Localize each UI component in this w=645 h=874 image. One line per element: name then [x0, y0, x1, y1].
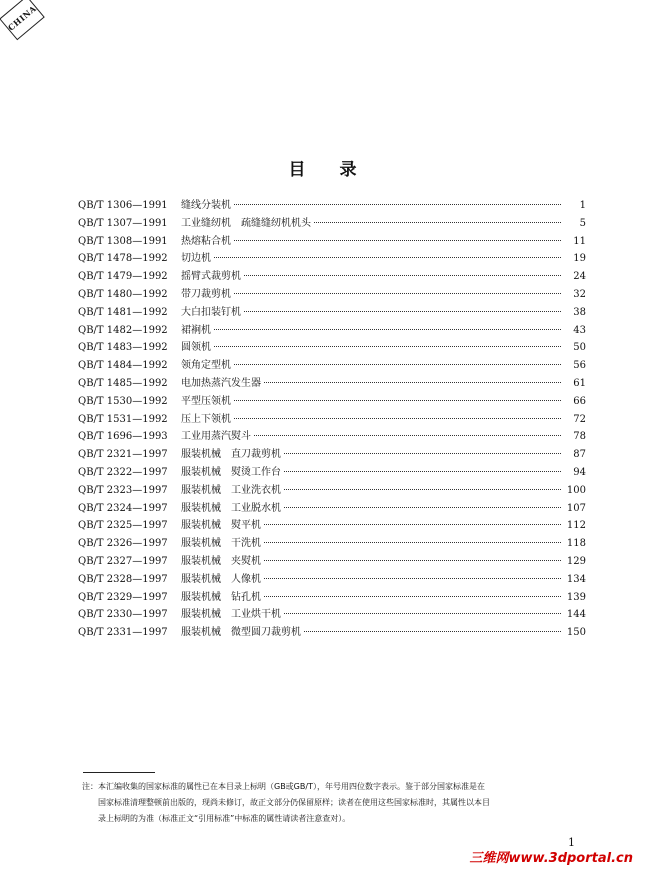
toc-entry — [78, 427, 586, 445]
toc-page-number: 134 — [566, 573, 586, 585]
toc-page-number: 78 — [573, 431, 586, 443]
page-number: 1 — [568, 836, 575, 849]
toc-title: 缝线分装机 — [181, 200, 231, 211]
toc-page-number: 1 — [579, 200, 586, 211]
toc-leader-dots — [244, 275, 561, 276]
toc-page-number: 144 — [566, 609, 586, 621]
toc-title: 切边机 — [181, 253, 211, 265]
toc-title: 工业缝纫机 疏缝缝纫机机头 — [181, 217, 311, 229]
toc-entry — [78, 249, 586, 267]
toc-entry — [78, 481, 586, 499]
toc-standard-code: QB/T 1479—1992 — [78, 271, 168, 283]
toc-page-number: 32 — [573, 288, 586, 300]
toc-entry — [78, 570, 586, 588]
toc-leader-dots — [264, 560, 561, 561]
toc-standard-code: QB/T 2325—1997 — [78, 520, 168, 532]
toc-leader-dots — [254, 435, 561, 436]
toc-title: 热熔粘合机 — [181, 235, 231, 247]
toc-leader-dots — [234, 204, 561, 205]
toc-standard-code: QB/T 2330—1997 — [78, 609, 168, 621]
toc-title: 服装机械 人像机 — [181, 573, 261, 585]
footnote — [82, 779, 590, 827]
toc-standard-code: QB/T 1306—1991 — [78, 200, 168, 211]
footnote-rule — [83, 772, 155, 773]
toc-page-number: 150 — [566, 627, 586, 639]
toc-page-number: 107 — [566, 502, 586, 514]
toc-page-number: 19 — [573, 253, 586, 265]
toc-leader-dots — [214, 257, 561, 258]
toc-standard-code: QB/T 1483—1992 — [78, 342, 168, 354]
toc-leader-dots — [314, 222, 561, 223]
toc-title: 大白扣装钉机 — [181, 306, 241, 318]
toc-leader-dots — [234, 418, 561, 419]
toc-leader-dots — [214, 329, 561, 330]
toc-title: 圆领机 — [181, 342, 211, 354]
toc-page-number: 5 — [579, 217, 586, 229]
toc-title: 服装机械 工业烘干机 — [181, 609, 281, 621]
toc-entry — [78, 623, 586, 641]
toc-leader-dots — [234, 293, 561, 294]
toc-entry — [78, 516, 586, 534]
toc-page-number: 43 — [573, 324, 586, 336]
toc-title: 服装机械 熨烫工作台 — [181, 466, 281, 478]
toc-entry — [78, 232, 586, 250]
china-stamp: CHINA — [0, 0, 45, 40]
toc-leader-dots — [304, 631, 561, 632]
toc-standard-code: QB/T 1480—1992 — [78, 288, 168, 300]
toc-page-number: 66 — [573, 395, 586, 407]
toc-entry — [78, 552, 586, 570]
toc-standard-code: QB/T 2322—1997 — [78, 466, 168, 478]
toc-title: 带刀裁剪机 — [181, 288, 231, 300]
toc-standard-code: QB/T 2321—1997 — [78, 449, 168, 461]
toc-entry — [78, 285, 586, 303]
toc-standard-code: QB/T 2329—1997 — [78, 591, 168, 603]
toc-title: 工业用蒸汽熨斗 — [181, 431, 251, 443]
toc-entry — [78, 410, 586, 428]
footnote-line: 本汇编收集的国家标准的属性已在本目录上标明（GB或GB/T），年号用四位数字表示。鉴于部分国家标准是在 — [98, 782, 485, 791]
toc-standard-code: QB/T 1307—1991 — [78, 217, 168, 229]
toc-entry — [78, 356, 586, 374]
toc-standard-code: QB/T 1482—1992 — [78, 324, 168, 336]
toc-entry — [78, 445, 586, 463]
toc-standard-code: QB/T 2326—1997 — [78, 538, 168, 550]
page-title: 目 录 — [288, 160, 357, 180]
toc-standard-code: QB/T 1481—1992 — [78, 306, 168, 318]
footnote-label: 注： — [82, 782, 98, 791]
toc-title: 摇臂式裁剪机 — [181, 271, 241, 283]
toc-title: 服装机械 干洗机 — [181, 538, 261, 550]
toc-page-number: 112 — [566, 520, 586, 532]
toc-title: 服装机械 夹熨机 — [181, 555, 261, 567]
toc-page-number: 118 — [566, 538, 586, 550]
toc-entry — [78, 463, 586, 481]
toc-title: 服装机械 直刀裁剪机 — [181, 449, 281, 461]
toc-title: 电加热蒸汽发生器 — [181, 377, 261, 389]
toc-leader-dots — [234, 400, 561, 401]
toc-page-number: 72 — [573, 413, 586, 425]
toc-entry — [78, 196, 586, 214]
toc-leader-dots — [234, 240, 561, 241]
toc-leader-dots — [234, 364, 561, 365]
watermark: 三维网www.3dportal.cn — [469, 851, 633, 866]
toc-leader-dots — [284, 471, 561, 472]
toc-page-number: 56 — [573, 360, 586, 372]
toc-standard-code: QB/T 1484—1992 — [78, 360, 168, 372]
toc-standard-code: QB/T 1308—1991 — [78, 235, 168, 247]
toc-standard-code: QB/T 2328—1997 — [78, 573, 168, 585]
toc-leader-dots — [264, 578, 561, 579]
toc-page-number: 139 — [566, 591, 586, 603]
toc-title: 裙裥机 — [181, 324, 211, 336]
footnote-line: 国家标准清理整顿前出版的，现尚未修订，故正文部分仍保留原样；读者在使用这些国家标准时，其属性以本目 — [98, 798, 490, 807]
toc-title: 服装机械 微型圆刀裁剪机 — [181, 627, 301, 639]
toc-standard-code: QB/T 2331—1997 — [78, 627, 168, 639]
toc-entry — [78, 338, 586, 356]
toc-page-number: 11 — [573, 235, 586, 247]
toc-standard-code: QB/T 2327—1997 — [78, 555, 168, 567]
toc-title: 服装机械 熨平机 — [181, 520, 261, 532]
toc-standard-code: QB/T 1696—1993 — [78, 431, 168, 443]
toc-leader-dots — [264, 542, 561, 543]
toc-entry — [78, 392, 586, 410]
toc-title: 服装机械 工业脱水机 — [181, 502, 281, 514]
toc-title: 压上下领机 — [181, 413, 231, 425]
toc-entry — [78, 534, 586, 552]
toc-standard-code: QB/T 1478—1992 — [78, 253, 168, 265]
toc-leader-dots — [284, 489, 561, 490]
toc-page-number: 129 — [566, 555, 586, 567]
toc-title: 平型压领机 — [181, 395, 231, 407]
toc-page-number: 61 — [573, 377, 586, 389]
toc-leader-dots — [264, 382, 561, 383]
toc-standard-code: QB/T 2324—1997 — [78, 502, 168, 514]
toc-title: 领角定型机 — [181, 360, 231, 372]
toc-leader-dots — [284, 453, 561, 454]
toc-entry — [78, 321, 586, 339]
toc-leader-dots — [214, 346, 561, 347]
toc-leader-dots — [264, 524, 561, 525]
toc-page-number: 24 — [573, 271, 586, 283]
toc-entry — [78, 374, 586, 392]
toc-standard-code: QB/T 1485—1992 — [78, 377, 168, 389]
toc-standard-code: QB/T 2323—1997 — [78, 484, 168, 496]
toc-entry — [78, 605, 586, 623]
footnote-line: 录上标明的为准（标准正文“引用标准”中标准的属性请读者注意查对）。 — [98, 814, 351, 823]
toc-title: 服装机械 钻孔机 — [181, 591, 261, 603]
toc-page-number: 100 — [566, 484, 586, 496]
toc-leader-dots — [264, 596, 561, 597]
toc-title: 服装机械 工业洗衣机 — [181, 484, 281, 496]
toc-entry — [78, 499, 586, 517]
toc-page-number: 50 — [573, 342, 586, 354]
toc-entry — [78, 267, 586, 285]
toc-entry — [78, 303, 586, 321]
toc-standard-code: QB/T 1531—1992 — [78, 413, 168, 425]
table-of-contents — [78, 196, 586, 641]
toc-page-number: 87 — [573, 449, 586, 461]
toc-leader-dots — [284, 613, 561, 614]
toc-entry — [78, 588, 586, 606]
toc-leader-dots — [284, 507, 561, 508]
toc-page-number: 38 — [573, 306, 586, 318]
toc-page-number: 94 — [573, 466, 586, 478]
toc-entry — [78, 214, 586, 232]
toc-standard-code: QB/T 1530—1992 — [78, 395, 168, 407]
toc-leader-dots — [244, 311, 561, 312]
